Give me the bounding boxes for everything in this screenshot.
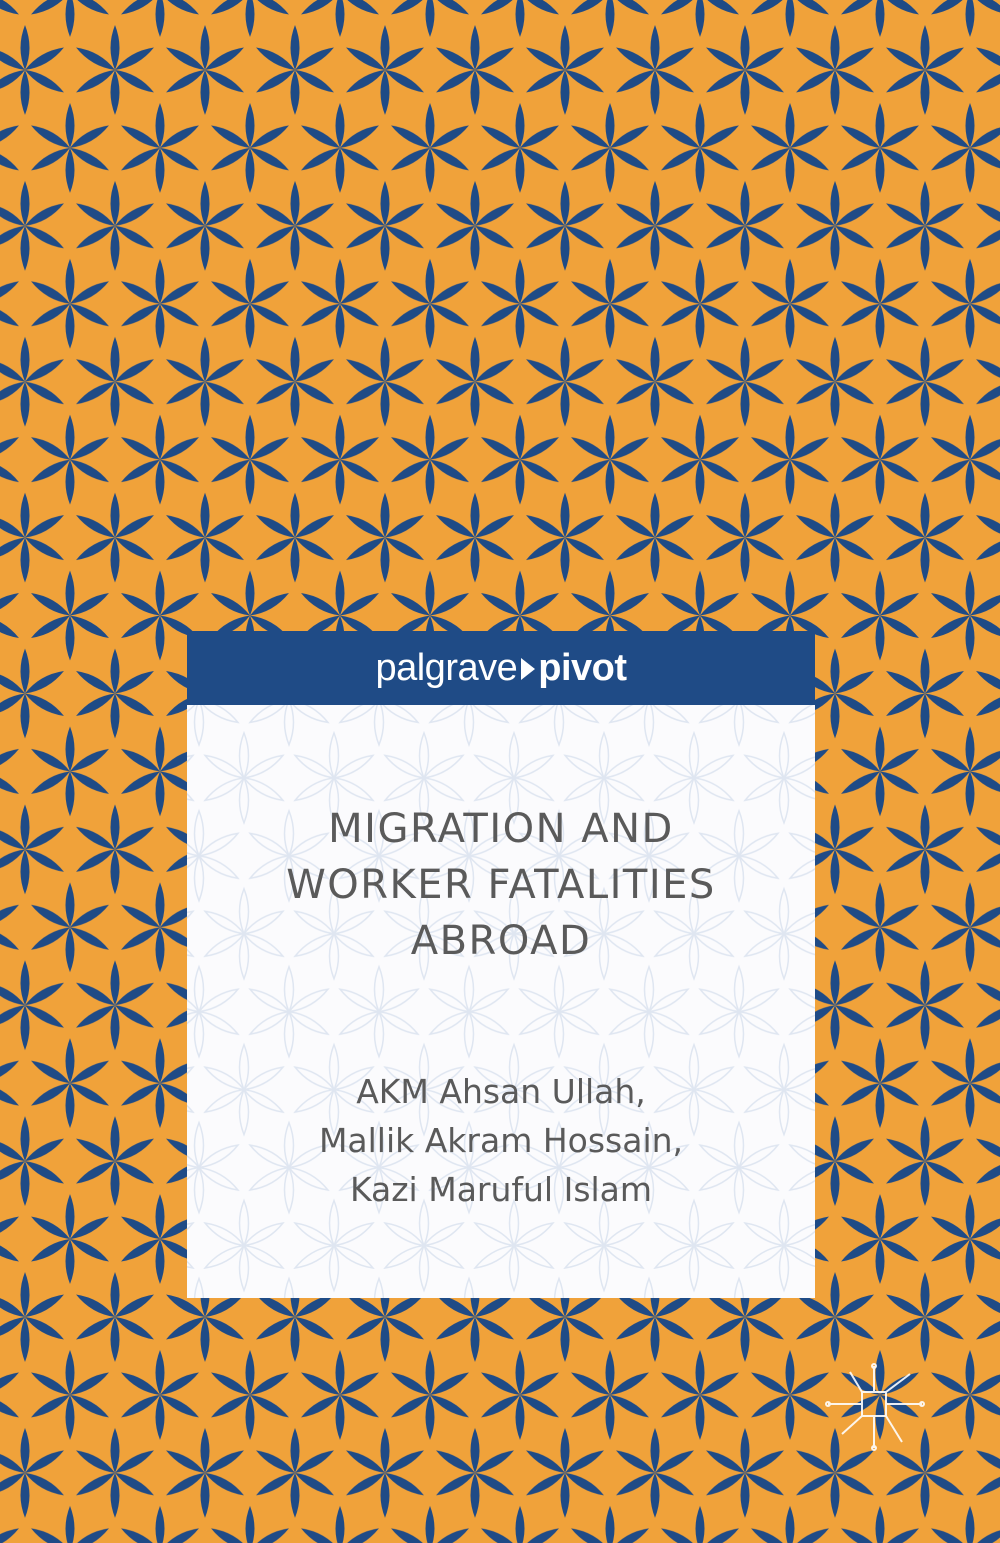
title-panel [187, 705, 815, 1298]
author-name: Kazi Maruful Islam [349, 1170, 653, 1209]
author-name: AKM Ahsan Ullah, [356, 1072, 646, 1111]
publisher-banner [187, 631, 815, 705]
publisher-name-bold: pivot [538, 646, 627, 689]
title-line: ABROAD [410, 918, 592, 964]
palgrave-star-logo-icon [820, 1362, 930, 1452]
play-arrow-icon [521, 658, 535, 680]
title-line: MIGRATION AND [328, 806, 674, 852]
title-line: WORKER FATALITIES [286, 862, 716, 908]
author-name: Mallik Akram Hossain, [318, 1121, 684, 1160]
author-list [187, 1067, 815, 1214]
publisher-name-light: palgrave [375, 646, 518, 689]
book-title [187, 801, 815, 969]
